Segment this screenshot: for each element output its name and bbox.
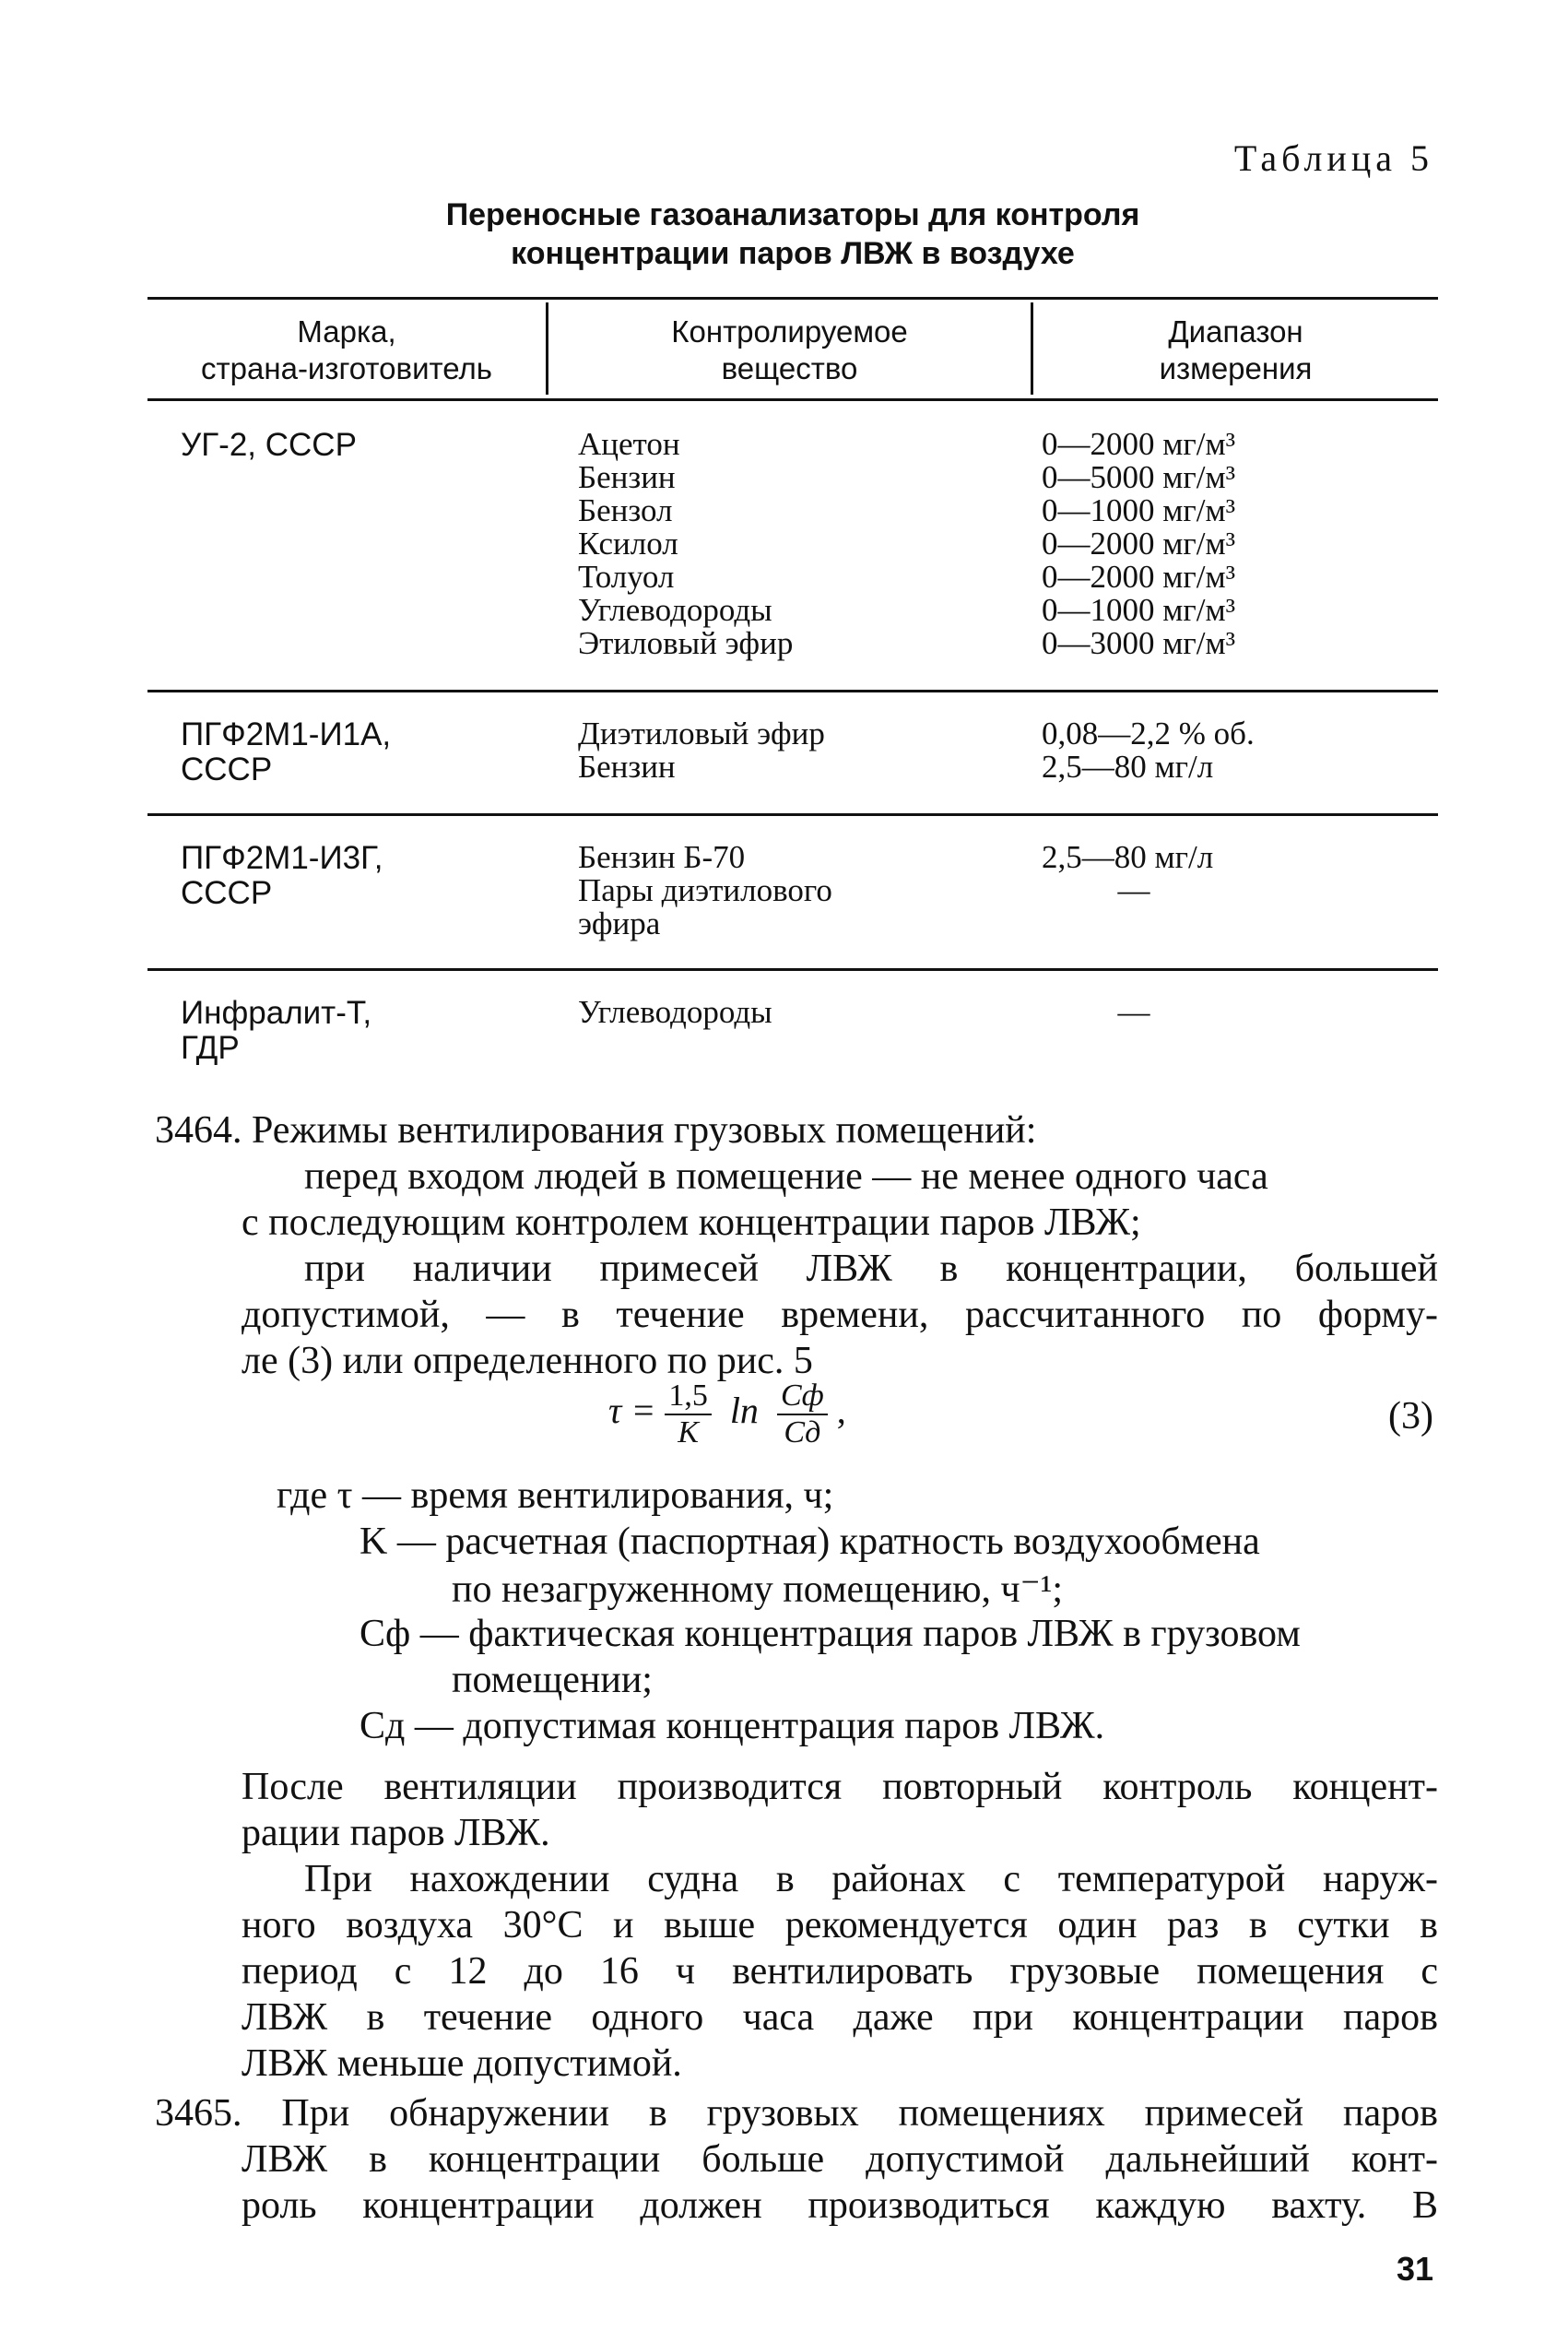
substance-text: Бензин	[578, 459, 676, 495]
brand-text: СССР	[181, 875, 273, 911]
range-text: 0—1000 мг/м³	[1042, 492, 1236, 528]
substance-cell	[578, 841, 832, 941]
text-line: перед входом людей в помещение — не менее одного часа	[304, 1155, 1268, 1198]
row-separator	[147, 690, 1438, 692]
range-text: —	[1117, 994, 1150, 1030]
brand-text: ПГФ2М1-И3Г,	[181, 840, 383, 876]
text-line: ле (3) или определенного по рис. 5	[242, 1340, 813, 1382]
substance-cell	[578, 996, 772, 1029]
brand-cell	[181, 841, 383, 911]
brand-text: Инфралит-Т,	[181, 995, 372, 1031]
text-line: рации паров ЛВЖ.	[242, 1812, 550, 1854]
row-separator	[147, 813, 1438, 816]
table-top-rule	[147, 297, 1438, 300]
definition-line: по незагруженному помещению, ч⁻¹;	[452, 1568, 1064, 1611]
text-line: допустимой, — в течение времени, рассчитанного по форму-	[242, 1294, 1438, 1336]
range-cell	[1042, 428, 1235, 660]
text-line: с последующим контролем концентрации паров ЛВЖ;	[242, 1201, 1141, 1244]
table-title-line: Переносные газоанализаторы для контроля	[445, 197, 1140, 232]
range-text: 0—1000 мг/м³	[1042, 592, 1236, 628]
formula-fraction	[665, 1378, 712, 1450]
text-line: ного воздуха 30°С и выше рекомендуется один раз в сутки в	[242, 1904, 1438, 1946]
formula-numerator: 1,5	[665, 1378, 712, 1415]
header-text: вещество	[721, 351, 858, 385]
definition-line: где τ — время вентилирования, ч;	[277, 1474, 834, 1517]
formula-lhs: τ =	[608, 1390, 656, 1432]
definition-line: K — расчетная (паспортная) кратность воздухообмена	[360, 1520, 1260, 1563]
substance-text: Бензин Б-70	[578, 839, 746, 875]
header-text: Контролируемое	[671, 314, 908, 349]
paragraph-3464-heading: 3464. Режимы вентилирования грузовых помещений:	[155, 1109, 1037, 1152]
range-text: 0,08—2,2 % об.	[1042, 716, 1255, 751]
paragraph-3465-heading: 3465. При обнаружении в грузовых помещениях примесей паров	[155, 2092, 1438, 2135]
header-brand	[147, 314, 546, 387]
range-cell	[1042, 717, 1255, 784]
row-separator	[147, 968, 1438, 971]
substance-text: Углеводороды	[578, 994, 772, 1030]
range-cell	[1042, 996, 1180, 1029]
table-label: Таблица 5	[1233, 137, 1433, 179]
header-text: измерения	[1159, 351, 1313, 385]
formula-number: (3)	[1388, 1395, 1433, 1438]
range-text: —	[1117, 872, 1150, 908]
brand-text: УГ-2, СССР	[181, 427, 357, 463]
header-text: Диапазон	[1168, 314, 1303, 349]
substance-text: Углеводороды	[578, 592, 772, 628]
header-range	[1033, 314, 1438, 387]
brand-text: ГДР	[181, 1030, 240, 1066]
page-number: 31	[1396, 2250, 1433, 2288]
formula-fraction	[777, 1378, 828, 1450]
brand-text: ПГФ2М1-И1А,	[181, 716, 392, 752]
formula-denominator: Cд	[784, 1415, 821, 1449]
range-text: 0—3000 мг/м³	[1042, 625, 1236, 661]
substance-text: Этиловый эфир	[578, 625, 794, 661]
brand-text: СССР	[181, 751, 273, 787]
text-line: при наличии примесей ЛВЖ в концентрации, большей	[304, 1248, 1438, 1290]
substance-text: эфира	[578, 905, 661, 941]
text-line: ЛВЖ в концентрации больше допустимой дальнейший конт-	[242, 2138, 1438, 2181]
formula-comma: ,	[836, 1390, 846, 1432]
range-text: 0—5000 мг/м³	[1042, 459, 1236, 495]
substance-text: Ацетон	[578, 426, 680, 462]
range-text: 0—2000 мг/м³	[1042, 559, 1236, 595]
range-text: 0—2000 мг/м³	[1042, 526, 1236, 562]
range-cell	[1042, 841, 1213, 907]
range-text: 2,5—80 мг/л	[1042, 749, 1214, 785]
substance-cell	[578, 428, 793, 660]
definition-line: помещении;	[452, 1659, 653, 1701]
definition-line: Cф — фактическая концентрация паров ЛВЖ в грузовом	[360, 1613, 1301, 1655]
table-title-line: концентрации паров ЛВЖ в воздухе	[511, 236, 1075, 271]
table-title	[147, 195, 1438, 273]
substance-text: Пары диэтилового	[578, 872, 832, 908]
text-line: роль концентрации должен производиться каждую вахту. В	[242, 2184, 1438, 2227]
brand-cell	[181, 717, 391, 787]
text-line: После вентиляции производится повторный контроль концент-	[242, 1766, 1438, 1808]
brand-cell	[181, 996, 371, 1066]
text-line: период с 12 до 16 ч вентилировать грузовые помещения с	[242, 1950, 1438, 1993]
text-line: При нахождении судна в районах с температурой наруж-	[304, 1858, 1438, 1900]
substance-cell	[578, 717, 825, 784]
substance-text: Толуол	[578, 559, 675, 595]
range-text: 2,5—80 мг/л	[1042, 839, 1214, 875]
text-line: ЛВЖ меньше допустимой.	[242, 2042, 682, 2085]
brand-cell	[181, 428, 357, 463]
substance-text: Диэтиловый эфир	[578, 716, 825, 751]
header-bottom-rule	[147, 398, 1438, 401]
range-text: 0—2000 мг/м³	[1042, 426, 1236, 462]
header-substance	[548, 314, 1031, 387]
formula-denominator: K	[678, 1415, 699, 1449]
text-line: ЛВЖ в течение одного часа даже при концентрации паров	[242, 1996, 1438, 2039]
substance-text: Бензол	[578, 492, 673, 528]
formula-3	[608, 1378, 846, 1450]
definition-line: Cд — допустимая концентрация паров ЛВЖ.	[360, 1705, 1105, 1747]
substance-text: Ксилол	[578, 526, 678, 562]
formula-log: lп	[729, 1390, 759, 1432]
substance-text: Бензин	[578, 749, 676, 785]
formula-numerator: Cф	[777, 1378, 828, 1415]
header-text: Марка,	[297, 314, 396, 349]
header-text: страна-изготовитель	[201, 351, 492, 385]
